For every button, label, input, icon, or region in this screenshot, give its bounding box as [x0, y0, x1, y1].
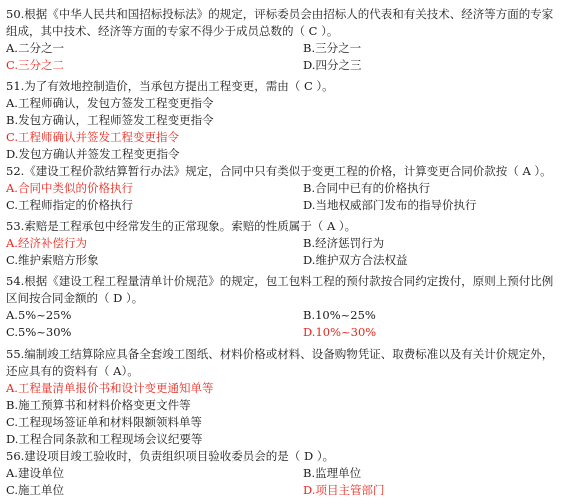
question-51 — [6, 78, 558, 163]
option-list — [6, 465, 558, 499]
question-52 — [6, 163, 558, 214]
option-list — [6, 95, 558, 163]
question-55 — [6, 346, 558, 448]
option-b: B.监理单位 — [303, 466, 362, 480]
question-stem: 56.建设项目竣工验收时，负责组织项目验收委员会的是（ D ）。 — [6, 449, 335, 463]
option-d-correct: D.10%~30% — [303, 325, 377, 339]
option-c-correct: C.工程师确认并签发工程变更指令 — [6, 130, 180, 144]
option-b: B.施工预算书和材料价格变更文件等 — [6, 398, 191, 412]
question-stem: 53.索赔是工程承包中经常发生的正常现象。索赔的性质属于（ A ）。 — [6, 219, 357, 233]
question-50 — [6, 6, 558, 74]
option-c: C.维护索赔方形象 — [6, 253, 99, 267]
option-b: B.发包方确认，工程师签发工程变更指令 — [6, 113, 214, 127]
option-list — [6, 235, 558, 269]
question-54 — [6, 273, 558, 341]
option-a: A.建设单位 — [6, 466, 64, 480]
option-d: D.工程合同条款和工程现场会议纪要等 — [6, 432, 203, 446]
option-a: A.5%~25% — [6, 308, 72, 322]
option-a-correct: A.经济补偿行为 — [6, 236, 87, 250]
question-53 — [6, 218, 558, 269]
option-list — [6, 307, 558, 341]
option-a: A.工程师确认，发包方签发工程变更指令 — [6, 96, 214, 110]
option-c-correct: C.三分之二 — [6, 58, 65, 72]
option-c: C.工程现场签证单和材料限额领料单等 — [6, 415, 203, 429]
option-b: B.10%~25% — [303, 308, 376, 322]
question-stem: 52.《建设工程价款结算暂行办法》规定，合同中只有类似于变更工程的价格，计算变更合同价款按（ A ）。 — [6, 164, 552, 178]
option-a-correct: A.工程量清单报价书和设计变更通知单等 — [6, 381, 214, 395]
option-list — [6, 40, 558, 74]
option-c: C.施工单位 — [6, 483, 65, 497]
option-d: D.当地权威部门发布的指导价执行 — [303, 198, 477, 212]
option-c: C.工程师指定的价格执行 — [6, 198, 134, 212]
option-list — [6, 180, 558, 214]
question-stem: 51.为了有效地控制造价，当承包方提出工程变更，需由（ C ）。 — [6, 79, 334, 93]
option-d-correct: D.项目主管部门 — [303, 483, 385, 497]
option-b: B.经济惩罚行为 — [303, 236, 385, 250]
option-d: D.四分之三 — [303, 58, 362, 72]
option-c: C.5%~30% — [6, 325, 72, 339]
option-a: A.二分之一 — [6, 41, 64, 55]
option-d: D.发包方确认并签发工程变更指令 — [6, 147, 180, 161]
question-stem: 54.根据《建设工程工程量清单计价规范》的规定，包工包料工程的预付款按合同约定拨付，原则上预付比例区间按合同金额的（ D ）。 — [6, 274, 554, 305]
question-stem: 55.编制竣工结算除应具备全套竣工图纸、材料价格或材料、设备购物凭证、取费标准以及有关计价规定外，还应具有的资料有（ A）。 — [6, 347, 554, 378]
option-list — [6, 380, 558, 448]
option-d: D.维护双方合法权益 — [303, 253, 408, 267]
question-56 — [6, 448, 558, 499]
option-b: B.三分之一 — [303, 41, 362, 55]
question-stem: 50.根据《中华人民共和国招标投标法》的规定，评标委员会由招标人的代表和有关技术、经济等方面的专家组成，其中技术、经济等方面的专家不得少于成员总数的（ C ）。 — [6, 7, 554, 38]
option-b: B.合同中已有的价格执行 — [303, 181, 431, 195]
option-a-correct: A.合同中类似的价格执行 — [6, 181, 133, 195]
